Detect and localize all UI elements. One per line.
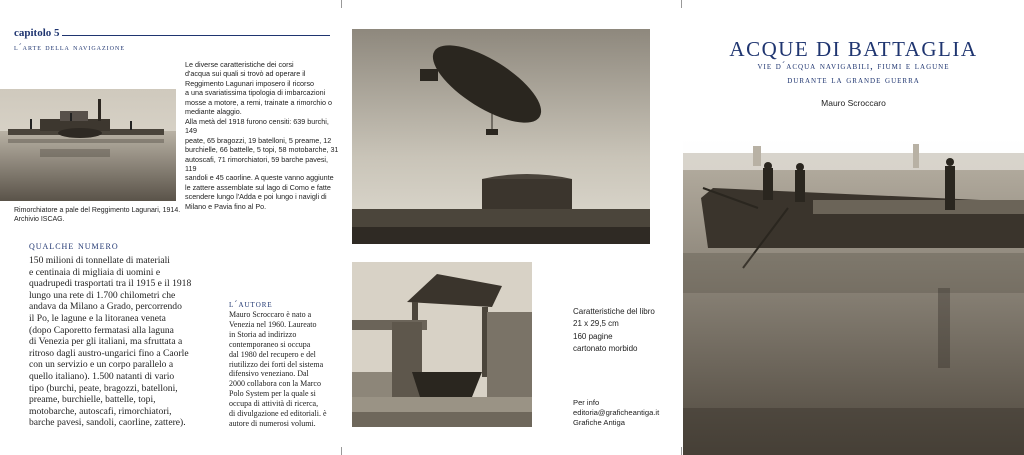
chapter-rule [62,35,330,36]
tugboat-photo-caption: Rimorchiatore a pale del Reggimento Lagunari, 1914. Archivio ISCAG. [14,207,181,223]
book-specs: Caratteristiche del libro 21 x 29,5 cm 160 pagine cartonato morbido [573,307,655,353]
author-section-title: l´autore [229,300,273,310]
intro-text: Le diverse caratteristiche dei corsi d'acqua sui quali si trovò ad operare il Reggimento Lagunari imposero il ricorso a una svariatissima tipologia di imbarcazioni mosse a motore, a remi, trainate a rimorchio o mediante alaggio. Alla metà del 1918 furono censiti: 639 burchi, 149 peate, 65 bragozzi, 19 batelloni, 5 preame, 12 burchielle, 66 battelle, 5 topi, 58 motobarche, 31 autoscafi, 71 rimorchiatori, 59 barche pavesi, 119 sandoli e 45 caorline. A queste vanno aggiunte le zattere assemblate sul lago di Como e fatte scendere lungo l'Adda e poi lungo i navigli di Milano e Pavia fino al Po. [185,60,339,211]
bridge-photo [352,262,532,427]
tugboat-photo [0,89,176,201]
fold-mark-top-left [341,0,342,8]
airship-photo [352,29,650,244]
cover-subtitle-line-1: vie d´acqua navigabili, fiumi e lagune [757,61,950,72]
fold-mark-top-right [681,0,682,8]
cover-author: Mauro Scroccaro [821,98,886,108]
cover-photo [683,138,1024,455]
cover-title: ACQUE DI BATTAGLIA [729,37,978,61]
fold-mark-bottom-right [681,447,682,455]
cover-subtitle-line-2: durante la grande guerra [787,75,920,86]
numbers-section-title: qualche numero [29,240,119,252]
numbers-text: 150 milioni di tonnellate di materiali e centinaia di migliaia di uomini e quadrupedi trasportati tra il 1915 e il 1918 lungo una rete di 1.700 chilometri che andava da Milano a Grado, percorrendo il Po, le lagune e la litoranea veneta (dopo Caporetto fermatasi alla laguna di Venezia per gli italiani, ma sfruttata a ritroso dagli austro-ungarici fino a Caorle con un servizio e un corpo parallelo a quello italiano). 1.500 natanti di vario tipo (burchi, peate, bragozzi, batelloni, preame, burchielle, battelle, topi, motobarche, autoscafi, rimorchiatori, barche pavesi, sandoli, caorline, zattere). [29,255,192,429]
contact-info: Per info editoria@graficheantiga.it Grafiche Antiga [573,398,660,428]
section-title: l´arte della navigazione [14,42,126,52]
chapter-label: capitolo 5 [14,27,60,39]
fold-mark-bottom-left [341,447,342,455]
author-bio-text: Mauro Scroccaro è nato a Venezia nel 1960. Laureato in Storia ad indirizzo contemporaneo si occupa dal 1980 del recupero e del riutilizzo dei forti del sistema difensivo veneziano. Dal 2000 collabora con la Marco Polo System per la quale si occupa di attività di ricerca, di divulgazione ed editoriali. è autore di numerosi volumi. [229,310,327,428]
